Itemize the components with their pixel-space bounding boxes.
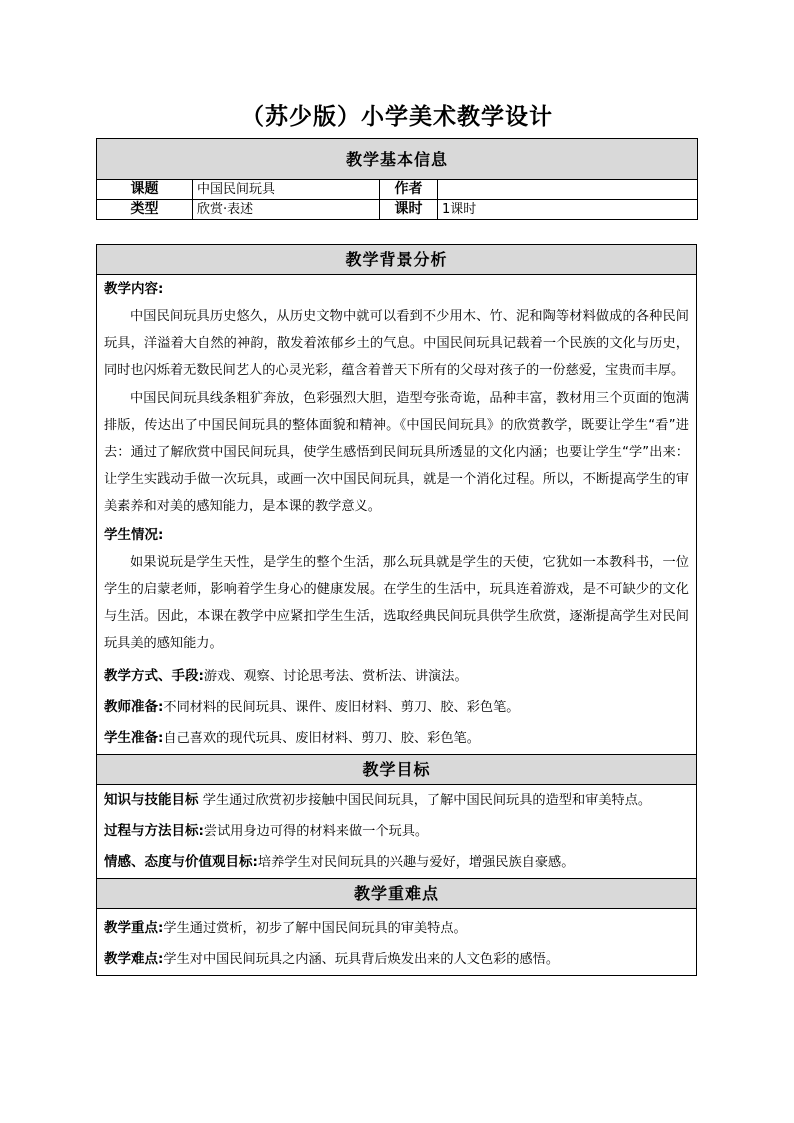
hours-value: 1课时: [438, 200, 698, 220]
student-prep-value: 自己喜欢的现代玩具、废旧材料、剪刀、胶、彩色笔。: [163, 731, 480, 747]
knowledge-line: [104, 785, 689, 816]
process-label: 过程与方法目标:: [104, 823, 204, 840]
type-label: 类型: [97, 200, 193, 220]
author-value: [438, 180, 698, 200]
topic-value: 中国民间玩具: [193, 180, 380, 200]
focus-value: 学生通过赏析，初步了解中国民间玩具的审美特点。: [163, 921, 467, 937]
teacher-prep-value: 不同材料的民间玩具、课件、废旧材料、剪刀、胶、彩色笔。: [163, 700, 520, 716]
emotion-line: [104, 847, 689, 878]
key-points-header: 教学重难点: [97, 878, 696, 909]
process-value: 尝试用身边可得的材料来做一个玩具。: [203, 824, 429, 840]
teacher-prep-line: [104, 692, 689, 723]
focus-label: 教学重点:: [104, 920, 164, 937]
background-header: 教学背景分析: [97, 245, 696, 275]
difficulty-label: 教学难点:: [104, 951, 164, 968]
emotion-value: 培养学生对民间玩具的兴趣与爱好，增强民族自豪感。: [257, 855, 575, 871]
student-situation-paragraph: 如果说玩是学生天性，是学生的整个生活，那么玩具就是学生的天使，它犹如一本教科书，一位学生的启蒙老师，影响着学生身心的健康发展。在学生的生活中，玩具连着游戏，是不可缺少的文化与生活。因此，本课在教学中应紧扣学生生活，选取经典民间玩具供学生欣赏，逐渐提高学生对民间玩具美的感知能力。: [104, 554, 689, 652]
student-situation-label: 学生情况:: [104, 526, 164, 543]
methods-line: [104, 661, 689, 692]
methods-label: 教学方式、手段:: [104, 668, 204, 685]
lesson-analysis-table: [96, 244, 697, 976]
process-line: [104, 816, 689, 847]
knowledge-value: 学生通过欣赏初步接触中国民间玩具，了解中国民间玩具的造型和审美特点。: [202, 793, 652, 809]
topic-label: 课题: [97, 180, 193, 200]
difficulty-value: 学生对中国民间玩具之内涵、玩具背后焕发出来的人文色彩的感悟。: [163, 952, 560, 968]
teacher-prep-label: 教师准备:: [104, 699, 164, 716]
key-points-body: [97, 909, 696, 975]
knowledge-label: 知识与技能目标: [104, 792, 199, 809]
emotion-label: 情感、态度与价值观目标:: [104, 854, 258, 871]
focus-line: [104, 913, 689, 944]
type-value: 欣赏·表述: [193, 200, 380, 220]
objectives-header: 教学目标: [97, 754, 696, 785]
hours-label: 课时: [380, 200, 438, 220]
content-label: 教学内容:: [104, 281, 164, 297]
objectives-body: [97, 785, 696, 878]
content-paragraph-1: 中国民间玩具历史悠久，从历史文物中就可以看到不少用木、竹、泥和陶等材料做成的各种民间玩具，洋溢着大自然的神韵，散发着浓郁乡土的气息。中国民间玩具记载着一个民族的文化与历史，同时也闪烁着无数民间艺人的心灵光彩，蕴含着普天下所有的父母对孩子的一份慈爱，宝贵而丰厚。: [104, 309, 689, 379]
background-body: [97, 275, 696, 754]
student-prep-label: 学生准备:: [104, 730, 164, 747]
basic-info-table: [96, 138, 698, 220]
difficulty-line: [104, 944, 689, 975]
document-title: （苏少版）小学美术教学设计: [241, 104, 553, 130]
student-prep-line: [104, 723, 689, 754]
basic-info-header: 教学基本信息: [97, 139, 698, 180]
content-paragraph-2: 中国民间玩具线条粗犷奔放，色彩强烈大胆，造型夸张奇诡，品种丰富，教材用三个页面的饱满排版，传达出了中国民间玩具的整体面貌和精神。《中国民间玩具》的欣赏教学，既要让学生“看”进去：通过了解欣赏中国民间玩具，使学生感悟到民间玩具所透显的文化内涵；也要让学生“学”出来：让学生实践动手做一次玩具，或画一次中国民间玩具，就是一个消化过程。所以，不断提高学生的审美素养和对美的感知能力，是本课的教学意义。: [104, 390, 689, 515]
methods-value: 游戏、观察、讨论思考法、赏析法、讲演法。: [203, 669, 468, 685]
author-label: 作者: [380, 180, 438, 200]
